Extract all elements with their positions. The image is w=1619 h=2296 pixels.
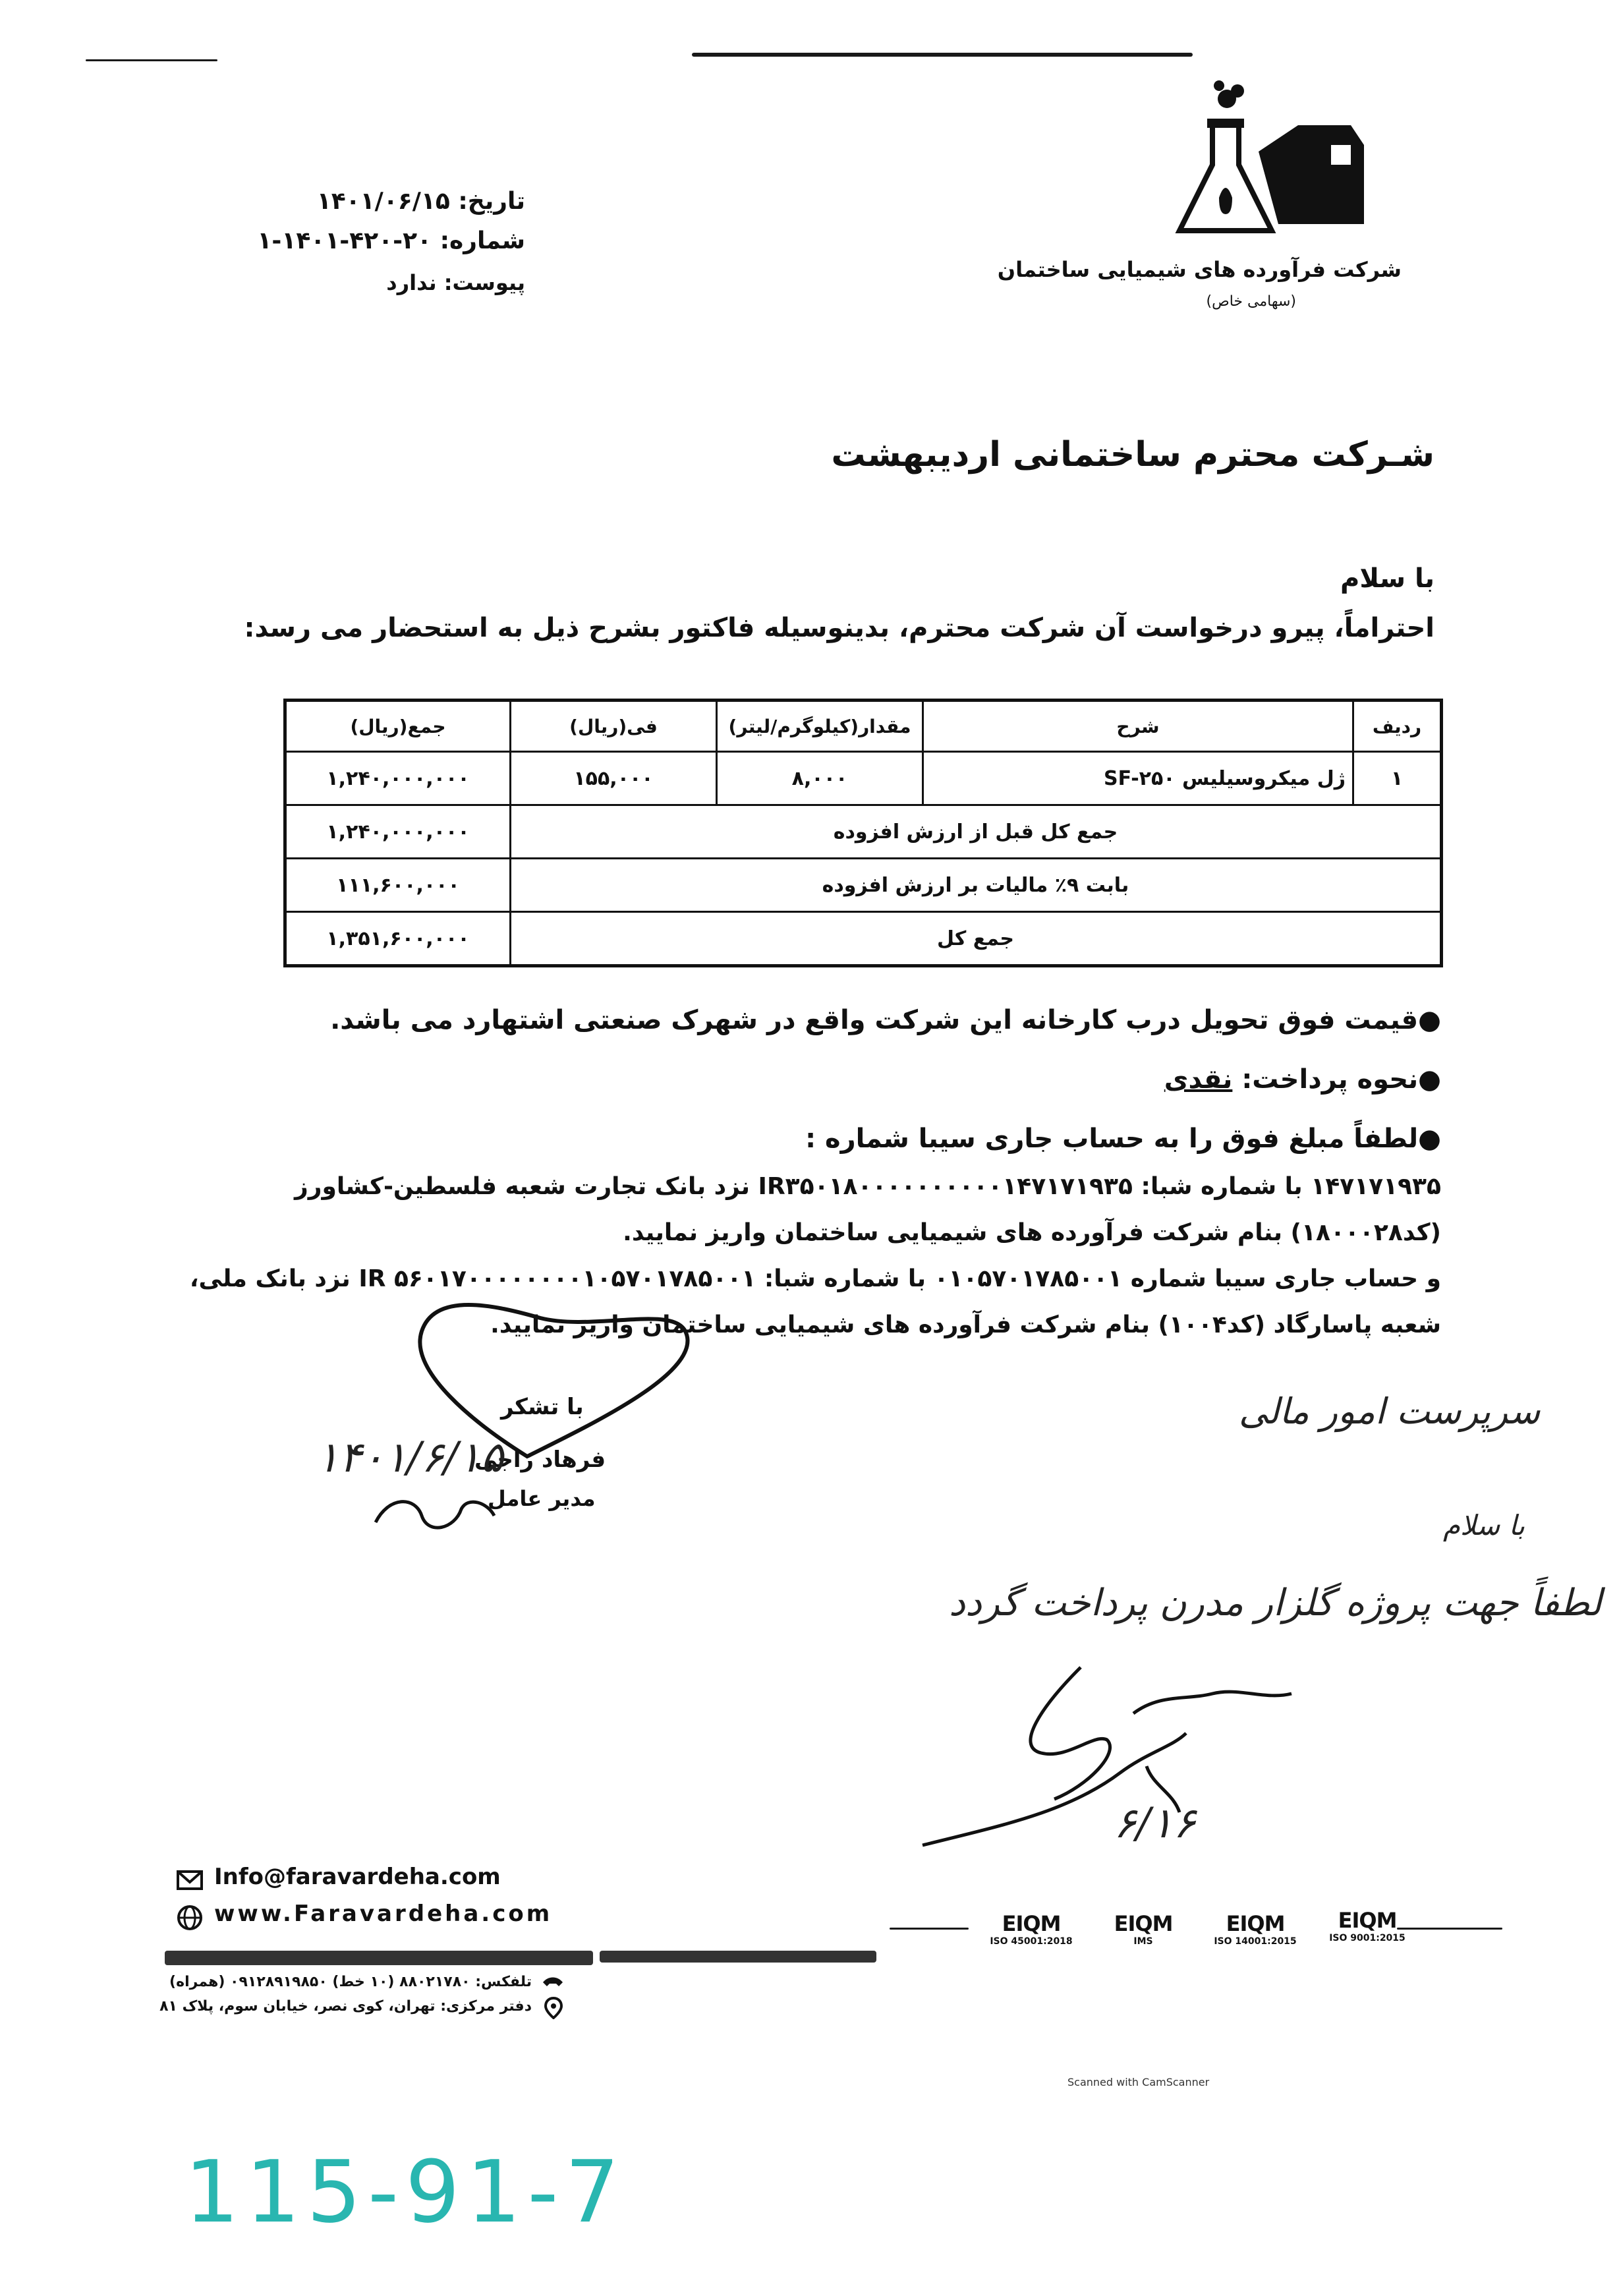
company-logo <box>1166 72 1377 257</box>
footer-bar-right <box>600 1951 876 1963</box>
vat-value: ۱۱۱,۶۰۰,۰۰۰ <box>336 873 460 897</box>
grand-total-value: ۱,۳۵۱,۶۰۰,۰۰۰ <box>326 927 470 950</box>
iso-cert-ims <box>1100 1911 1186 1947</box>
signature-hand-date: ۱۴۰۱/۶/۱۵ <box>316 1433 503 1482</box>
iso-cert-14001 <box>1212 1911 1298 1947</box>
subtotal-row <box>285 805 1442 859</box>
intro-text: احتراماً، پیرو درخواست آن شرکت محترم، بدینوسیله فاکتور بشرح ذیل به استحضار می رسد: <box>244 613 1434 643</box>
iso-mark: EIQM <box>1338 1908 1397 1933</box>
footer-address: دفتر مرکزی: تهران، کوی نصر، خیابان سوم، پلاک ۸۱ <box>159 1998 532 2015</box>
addressee: شـرکت محترم ساختمانی اردیبهشت <box>831 435 1434 474</box>
email-address: Info@faravardeha.com <box>214 1864 501 1890</box>
payment-method <box>1164 1064 1441 1095</box>
vat-row <box>285 859 1442 912</box>
cell-description <box>923 752 1353 805</box>
location-icon <box>544 1997 563 2019</box>
handwritten-note-finance: سرپرست امور مالی <box>1239 1391 1541 1432</box>
payment-label: ●نحوه پرداخت: <box>1241 1064 1441 1095</box>
greeting: با سلام <box>1340 563 1434 594</box>
grand-total-row <box>285 912 1442 966</box>
company-name: شرکت فرآورده های شیمیایی ساختمان <box>997 257 1402 282</box>
iso-label: ISO 45001:2018 <box>990 1936 1073 1947</box>
subtotal-cell <box>285 805 511 859</box>
signature-thanks: با تشکر <box>501 1394 584 1420</box>
account2-line2: شعبه پاسارگاد (کد۱۰۰۴) بنام شرکت فرآورده های شیمیایی ساختمان واریز نمایید. <box>490 1311 1441 1338</box>
account1-line: ۱۴۷۱۷۱۹۳۵ با شماره شبا: IR۳۵۰۱۸۰۰۰۰۰۰۰۰۰۰۱۴۷۱۷۱۹۳۵ نزد بانک تجارت شعبه فلسطین-کشاورز <box>295 1173 1441 1200</box>
invoice-table <box>283 699 1443 967</box>
signature-scribble <box>369 1483 501 1542</box>
header-row-no: ردیف <box>1353 701 1442 752</box>
grand-total-label: جمع کل <box>511 912 1442 966</box>
header-description: شرح <box>923 701 1353 752</box>
vat-label: بابت ۹٪ مالیات بر ارزش افزوده <box>511 859 1442 912</box>
iso-cert-45001 <box>988 1911 1074 1947</box>
item-quantity: ۸,۰۰۰ <box>791 766 848 790</box>
handwritten-note-instruction: لطفاً جهت پروژه گلزار مدرن پرداخت گردد <box>949 1582 1602 1624</box>
letter-date: تاریخ: ۱۴۰۱/۰۶/۱۵ <box>316 188 525 215</box>
table-row <box>285 752 1442 805</box>
vat-cell <box>285 859 511 912</box>
subtotal-label: جمع کل قبل از ارزش افزوده <box>511 805 1442 859</box>
iso-mark: EIQM <box>1114 1911 1173 1936</box>
header-total: جمع(ریال) <box>285 701 511 752</box>
item-total: ۱,۲۴۰,۰۰۰,۰۰۰ <box>326 766 470 790</box>
handwritten-reference-number: 115-91-7 <box>185 2142 627 2242</box>
cell-row-no: ۱ <box>1353 752 1442 805</box>
account1-line2: (کد۱۸۰۰۰۲۸) بنام شرکت فرآورده های شیمیایی ساختمان واریز نمایید. <box>623 1219 1441 1246</box>
phone-icon <box>542 1976 564 1992</box>
handwritten-note-date: ۶/۱۶ <box>1114 1799 1196 1848</box>
signature-name: فرهاد راجی <box>474 1447 606 1473</box>
email-icon <box>177 1870 203 1890</box>
iso-label: ISO 9001:2015 <box>1329 1933 1406 1943</box>
handwritten-note-greeting: با سلام <box>1443 1509 1525 1541</box>
account2-line: و حساب جاری سیبا شماره ۰۱۰۵۷۰۱۷۸۵۰۰۱ با شماره شبا: IR ۵۶۰۱۷۰۰۰۰۰۰۰۰۱۰۵۷۰۱۷۸۵۰۰۱ نزد بانک ملی، <box>189 1265 1441 1292</box>
letter-attachment: پیوست: ندارد <box>386 270 525 295</box>
top-rule <box>692 53 1193 57</box>
iso-label: IMS <box>1133 1936 1153 1947</box>
letter-number: شماره: ۲۰-۴۲۰-۱۴۰۱-۱ <box>257 227 525 254</box>
iso-mark: EIQM <box>1002 1911 1061 1936</box>
item-description: ژل میکروسیلیس SF-۲۵۰ <box>1104 766 1346 790</box>
subtotal-value: ۱,۲۴۰,۰۰۰,۰۰۰ <box>326 820 470 844</box>
company-type: (سهامی خاص) <box>1206 293 1296 310</box>
iso-cert-9001 <box>1324 1908 1410 1943</box>
header-quantity: مقدار(کیلوگرم/لیتر) <box>717 701 923 752</box>
cell-unit-price <box>511 752 717 805</box>
item-unit-price: ۱۵۵,۰۰۰ <box>573 766 654 790</box>
payment-value: نقدی <box>1164 1064 1233 1095</box>
payment-instruction: ●لطفاً مبلغ فوق را به حساب جاری سیبا شماره : <box>805 1124 1441 1154</box>
footer-phones: تلفکس: ۸۸۰۲۱۷۸۰ (۱۰ خط) ۰۹۱۲۸۹۱۹۸۵۰ (همراه) <box>169 1974 532 1990</box>
iso-rule-right <box>1397 1928 1502 1930</box>
cell-total <box>285 752 511 805</box>
cell-quantity <box>717 752 923 805</box>
iso-mark: EIQM <box>1226 1911 1285 1936</box>
handwritten-signature <box>870 1654 1305 1865</box>
delivery-note: ●قیمت فوق تحویل درب کارخانه این شرکت واقع در شهرک صنعتی اشتهارد می باشد. <box>330 1005 1441 1035</box>
footer-bar <box>165 1951 593 1965</box>
grand-total-cell <box>285 912 511 966</box>
signature-title: مدیر عامل <box>488 1486 596 1511</box>
globe-icon <box>177 1905 203 1931</box>
table-header-row <box>285 701 1442 752</box>
website: www.Faravardeha.com <box>214 1901 553 1927</box>
top-rule-left <box>86 59 217 61</box>
iso-label: ISO 14001:2015 <box>1214 1936 1297 1947</box>
iso-rule-left <box>890 1928 969 1930</box>
scanner-watermark: Scanned with CamScanner <box>1067 2076 1210 2088</box>
header-unit-price: فی(ریال) <box>511 701 717 752</box>
